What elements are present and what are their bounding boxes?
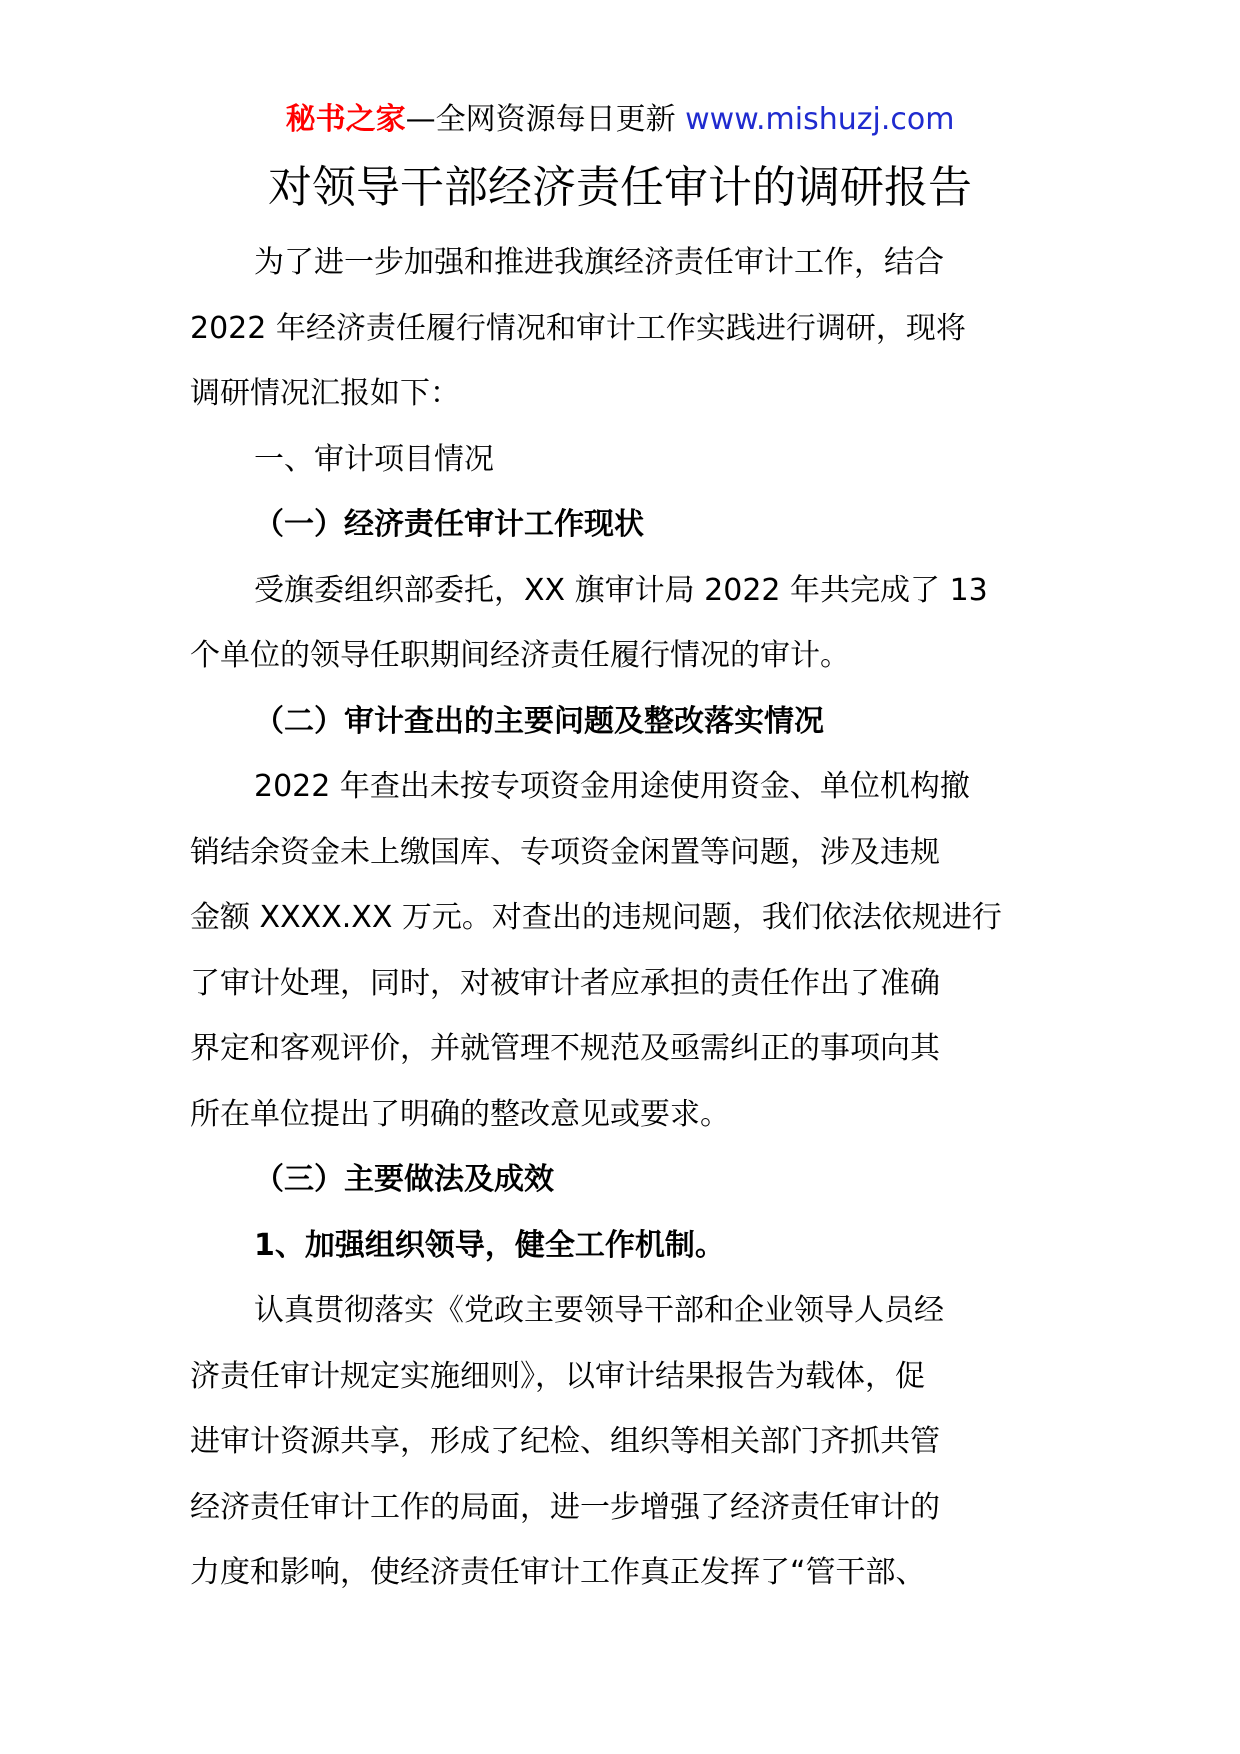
paragraph-line: 受旗委组织部委托，XX 旗审计局 2022 年共完成了 13 xyxy=(254,572,988,608)
paragraph-line: 2022 年经济责任履行情况和审计工作实践进行调研，现将 xyxy=(190,310,966,346)
paragraph-line: 了审计处理，同时，对被审计者应承担的责任作出了准确 xyxy=(190,965,940,1001)
subsection-heading: （三）主要做法及成效 xyxy=(254,1162,554,1197)
paragraph-line: 济责任审计规定实施细则》，以审计结果报告为载体，促 xyxy=(190,1358,925,1394)
document-body xyxy=(190,230,1060,1606)
paragraph-line: 进审计资源共享，形成了纪检、组织等相关部门齐抓共管 xyxy=(190,1424,940,1459)
paragraph-line: 调研情况汇报如下： xyxy=(190,376,460,411)
header-tagline: —全网资源每日更新 xyxy=(405,102,686,137)
document-title: 对领导干部经济责任审计的调研报告 xyxy=(268,162,972,213)
paragraph-line: 认真贯彻落实《党政主要领导干部和企业领导人员经 xyxy=(254,1293,944,1328)
subsection-heading: （二）审计查出的主要问题及整改落实情况 xyxy=(254,703,824,739)
brand-name: 秘书之家 xyxy=(285,102,406,137)
site-header xyxy=(0,98,1240,142)
paragraph-line: 界定和客观评价，并就管理不规范及亟需纠正的事项向其 xyxy=(190,1031,940,1066)
site-url[interactable]: www.mishuzj.com xyxy=(685,102,955,137)
paragraph-line: 金额 XXXX.XX 万元。对查出的违规问题，我们依法依规进行 xyxy=(190,900,1002,935)
subsection-heading: （一）经济责任审计工作现状 xyxy=(254,507,644,542)
paragraph-line: 个单位的领导任职期间经济责任履行情况的审计。 xyxy=(190,638,850,673)
point-heading: 1、加强组织领导，健全工作机制。 xyxy=(254,1227,725,1263)
paragraph-line: 经济责任审计工作的局面，进一步增强了经济责任审计的 xyxy=(190,1489,940,1525)
paragraph-line: 所在单位提出了明确的整改意见或要求。 xyxy=(190,1096,730,1132)
section-heading: 一、审计项目情况 xyxy=(254,441,494,477)
paragraph-line: 力度和影响，使经济责任审计工作真正发挥了“管干部、 xyxy=(190,1555,926,1590)
paragraph-line: 为了进一步加强和推进我旗经济责任审计工作，结合 xyxy=(254,245,944,280)
paragraph-line: 销结余资金未上缴国库、专项资金闲置等问题，涉及违规 xyxy=(190,834,940,870)
paragraph-line: 2022 年查出未按专项资金用途使用资金、单位机构撤 xyxy=(254,769,970,804)
